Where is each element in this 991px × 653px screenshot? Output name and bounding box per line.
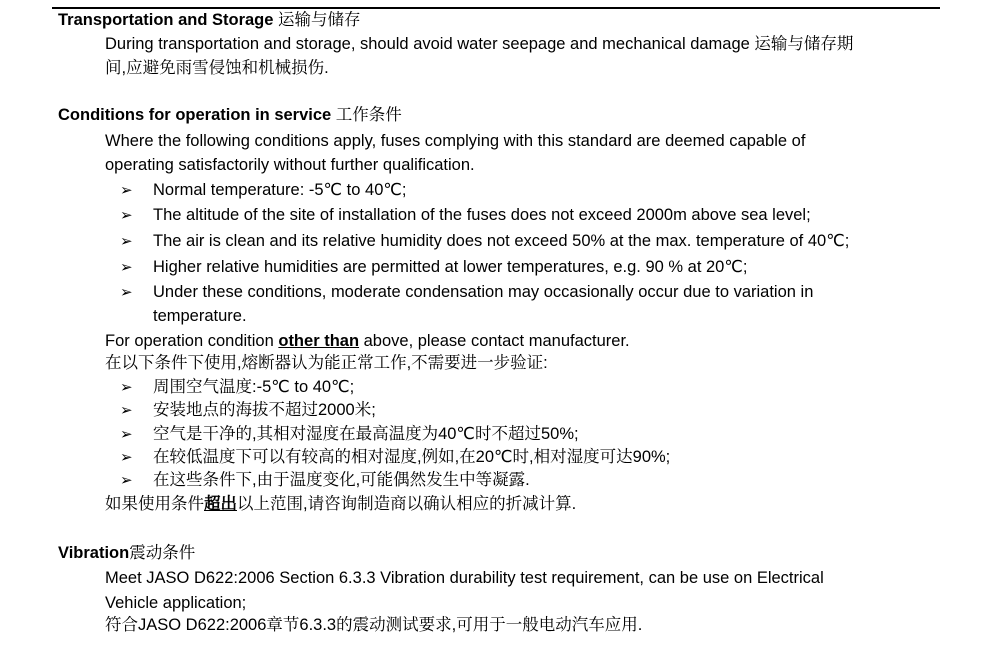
- list-item: [120, 180, 407, 201]
- list-item: [120, 447, 670, 468]
- conditions-intro-line-1: Where the following conditions apply, fuses complying with this standard are deemed capable of: [105, 132, 806, 150]
- list-item-text: 周围空气温度:-5℃ to 40℃;: [153, 378, 355, 396]
- conditions-heading-en: Conditions for operation in service: [58, 106, 332, 124]
- list-item: [120, 257, 747, 278]
- list-item-text: The altitude of the site of installation of the fuses does not exceed 2000m above sea level;: [153, 206, 811, 224]
- list-item: [120, 470, 530, 491]
- transport-heading-cn: 运输与储存: [273, 11, 361, 29]
- arrow-bullet-icon: ➢: [120, 207, 133, 224]
- list-item: [120, 377, 354, 398]
- arrow-bullet-icon: ➢: [120, 182, 133, 199]
- transport-heading: [58, 10, 361, 30]
- list-item: [120, 424, 579, 445]
- arrow-bullet-icon: ➢: [120, 233, 133, 250]
- transport-heading-en: Transportation and Storage: [58, 11, 274, 29]
- vibration-heading: [58, 543, 195, 563]
- cn-contact-text-post: 以上范围,请咨询制造商以确认相应的折减计算.: [237, 495, 577, 513]
- vibration-text-line-3: 符合JASO D622:2006章节6.3.3的震动测试要求,可用于一般电动汽车应用.: [105, 616, 643, 634]
- conditions-heading-cn: 工作条件: [331, 106, 402, 124]
- list-item-text: 安装地点的海拔不超过2000米;: [153, 401, 376, 419]
- contact-text-emphasis: other than: [278, 332, 360, 350]
- contact-text-post: above, please contact manufacturer.: [359, 332, 630, 350]
- list-item: [120, 231, 849, 252]
- vibration-text-line-1: Meet JASO D622:2006 Section 6.3.3 Vibration durability test requirement, can be use on Electrical: [105, 569, 824, 587]
- conditions-heading: [58, 105, 402, 125]
- arrow-bullet-icon: ➢: [120, 259, 133, 276]
- transport-text-line-2: 间,应避免雨雪侵蚀和机械损伤.: [105, 59, 329, 77]
- list-item: [120, 400, 376, 421]
- list-item-text: 在较低温度下可以有较高的相对湿度,例如,在20℃时,相对湿度可达90%;: [153, 448, 671, 466]
- list-item-text: 空气是干净的,其相对湿度在最高温度为40℃时不超过50%;: [153, 425, 579, 443]
- contact-manufacturer-note: [105, 331, 630, 351]
- cn-contact-text-emphasis: 超出: [204, 495, 237, 513]
- cn-contact-note: [105, 494, 576, 514]
- arrow-bullet-icon: ➢: [120, 284, 133, 301]
- conditions-intro-line-2: operating satisfactorily without further qualification.: [105, 156, 475, 174]
- vibration-text-line-2: Vehicle application;: [105, 594, 247, 612]
- list-item-text: 在这些条件下,由于温度变化,可能偶然发生中等凝露.: [153, 471, 530, 489]
- list-item: [120, 205, 811, 226]
- cn-contact-text-pre: 如果使用条件: [105, 495, 204, 513]
- arrow-bullet-icon: ➢: [120, 472, 133, 489]
- arrow-bullet-icon: ➢: [120, 402, 133, 419]
- arrow-bullet-icon: ➢: [120, 426, 133, 443]
- list-item: [120, 282, 813, 303]
- list-item-text: Normal temperature: -5℃ to 40℃;: [153, 181, 407, 199]
- list-item-text: The air is clean and its relative humidity does not exceed 50% at the max. temperature of 40℃;: [153, 232, 850, 250]
- conditions-cn-intro: 在以下条件下使用,熔断器认为能正常工作,不需要进一步验证:: [105, 354, 548, 372]
- vibration-heading-en: Vibration: [58, 544, 130, 562]
- list-item-text: Under these conditions, moderate condensation may occasionally occur due to variation in: [153, 283, 814, 301]
- list-item-text: Higher relative humidities are permitted at lower temperatures, e.g. 90 % at 20℃;: [153, 258, 748, 276]
- contact-text-pre: For operation condition: [105, 332, 279, 350]
- vibration-heading-cn: 震动条件: [129, 544, 196, 562]
- transport-text-line-1: During transportation and storage, should avoid water seepage and mechanical damage 运输与储存期: [105, 35, 854, 53]
- arrow-bullet-icon: ➢: [120, 379, 133, 396]
- arrow-bullet-icon: ➢: [120, 449, 133, 466]
- list-item-continuation: temperature.: [153, 307, 247, 325]
- top-rule: [52, 7, 940, 9]
